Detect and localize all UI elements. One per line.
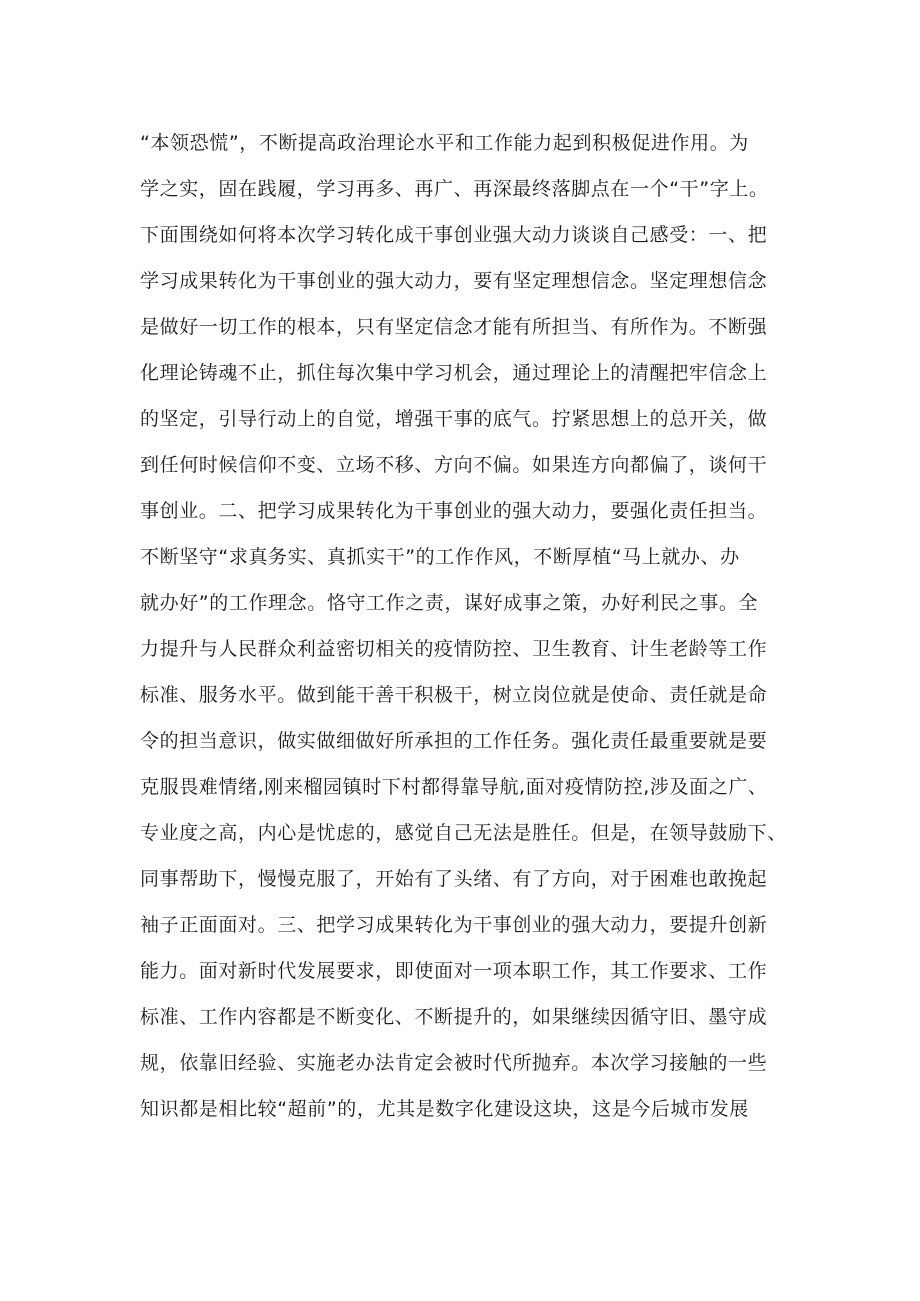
text-line: 不断坚守“求真务实、真抓实干”的工作作风，不断厚植“马上就办、办: [140, 546, 740, 568]
text-line: 袖子正面面对。三、把学习成果转化为干事创业的强大动力，要提升创新: [140, 914, 768, 936]
body-paragraph: [140, 120, 800, 1132]
text-line: 学之实，固在践履，学习再多、再广、再深最终落脚点在一个“干”字上。: [140, 178, 769, 200]
text-line: 知识都是相比较“超前”的，尤其是数字化建设这块，这是今后城市发展: [140, 1098, 749, 1120]
text-line: 令的担当意识，做实做细做好所承担的工作任务。强化责任最重要就是要: [140, 730, 768, 752]
text-line: 专业度之高，内心是忧虑的，感觉自己无法是胜任。但是，在领导鼓励下、: [140, 822, 787, 844]
text-line: 学习成果转化为干事创业的强大动力，要有坚定理想信念。坚定理想信念: [140, 270, 768, 292]
text-line: 下面围绕如何将本次学习转化成干事创业强大动力谈谈自己感受：一、把: [140, 224, 768, 246]
text-line: 同事帮助下，慢慢克服了，开始有了头绪、有了方向，对于困难也敢挽起: [140, 868, 768, 890]
text-line: 的坚定，引导行动上的自觉，增强干事的底气。拧紧思想上的总开关，做: [140, 408, 768, 430]
text-line: 能力。面对新时代发展要求，即使面对一项本职工作，其工作要求、工作: [140, 960, 768, 982]
text-line: “本领恐慌”，不断提高政治理论水平和工作能力起到积极促进作用。为: [140, 132, 749, 154]
text-line: 力提升与人民群众利益密切相关的疫情防控、卫生教育、计生老龄等工作: [140, 638, 768, 660]
text-line: 事创业。二、把学习成果转化为干事创业的强大动力，要强化责任担当。: [140, 500, 768, 522]
text-line: 克服畏难情绪,刚来榴园镇时下村都得靠导航,面对疫情防控,涉及面之广、: [140, 776, 768, 798]
text-line: 标准、服务水平。做到能干善干积极干，树立岗位就是使命、责任就是命: [140, 684, 768, 706]
text-line: 是做好一切工作的根本，只有坚定信念才能有所担当、有所作为。不断强: [140, 316, 768, 338]
text-line: 就办好”的工作理念。恪守工作之责，谋好成事之策，办好利民之事。全: [140, 592, 759, 614]
text-line: 化理论铸魂不止，抓住每次集中学习机会，通过理论上的清醒把牢信念上: [140, 362, 768, 384]
text-line: 规，依靠旧经验、实施老办法肯定会被时代所抛弃。本次学习接触的一些: [140, 1052, 768, 1074]
text-line: 标准、工作内容都是不断变化、不断提升的，如果继续因循守旧、墨守成: [140, 1006, 768, 1028]
text-line: 到任何时候信仰不变、立场不移、方向不偏。如果连方向都偏了，谈何干: [140, 454, 768, 476]
